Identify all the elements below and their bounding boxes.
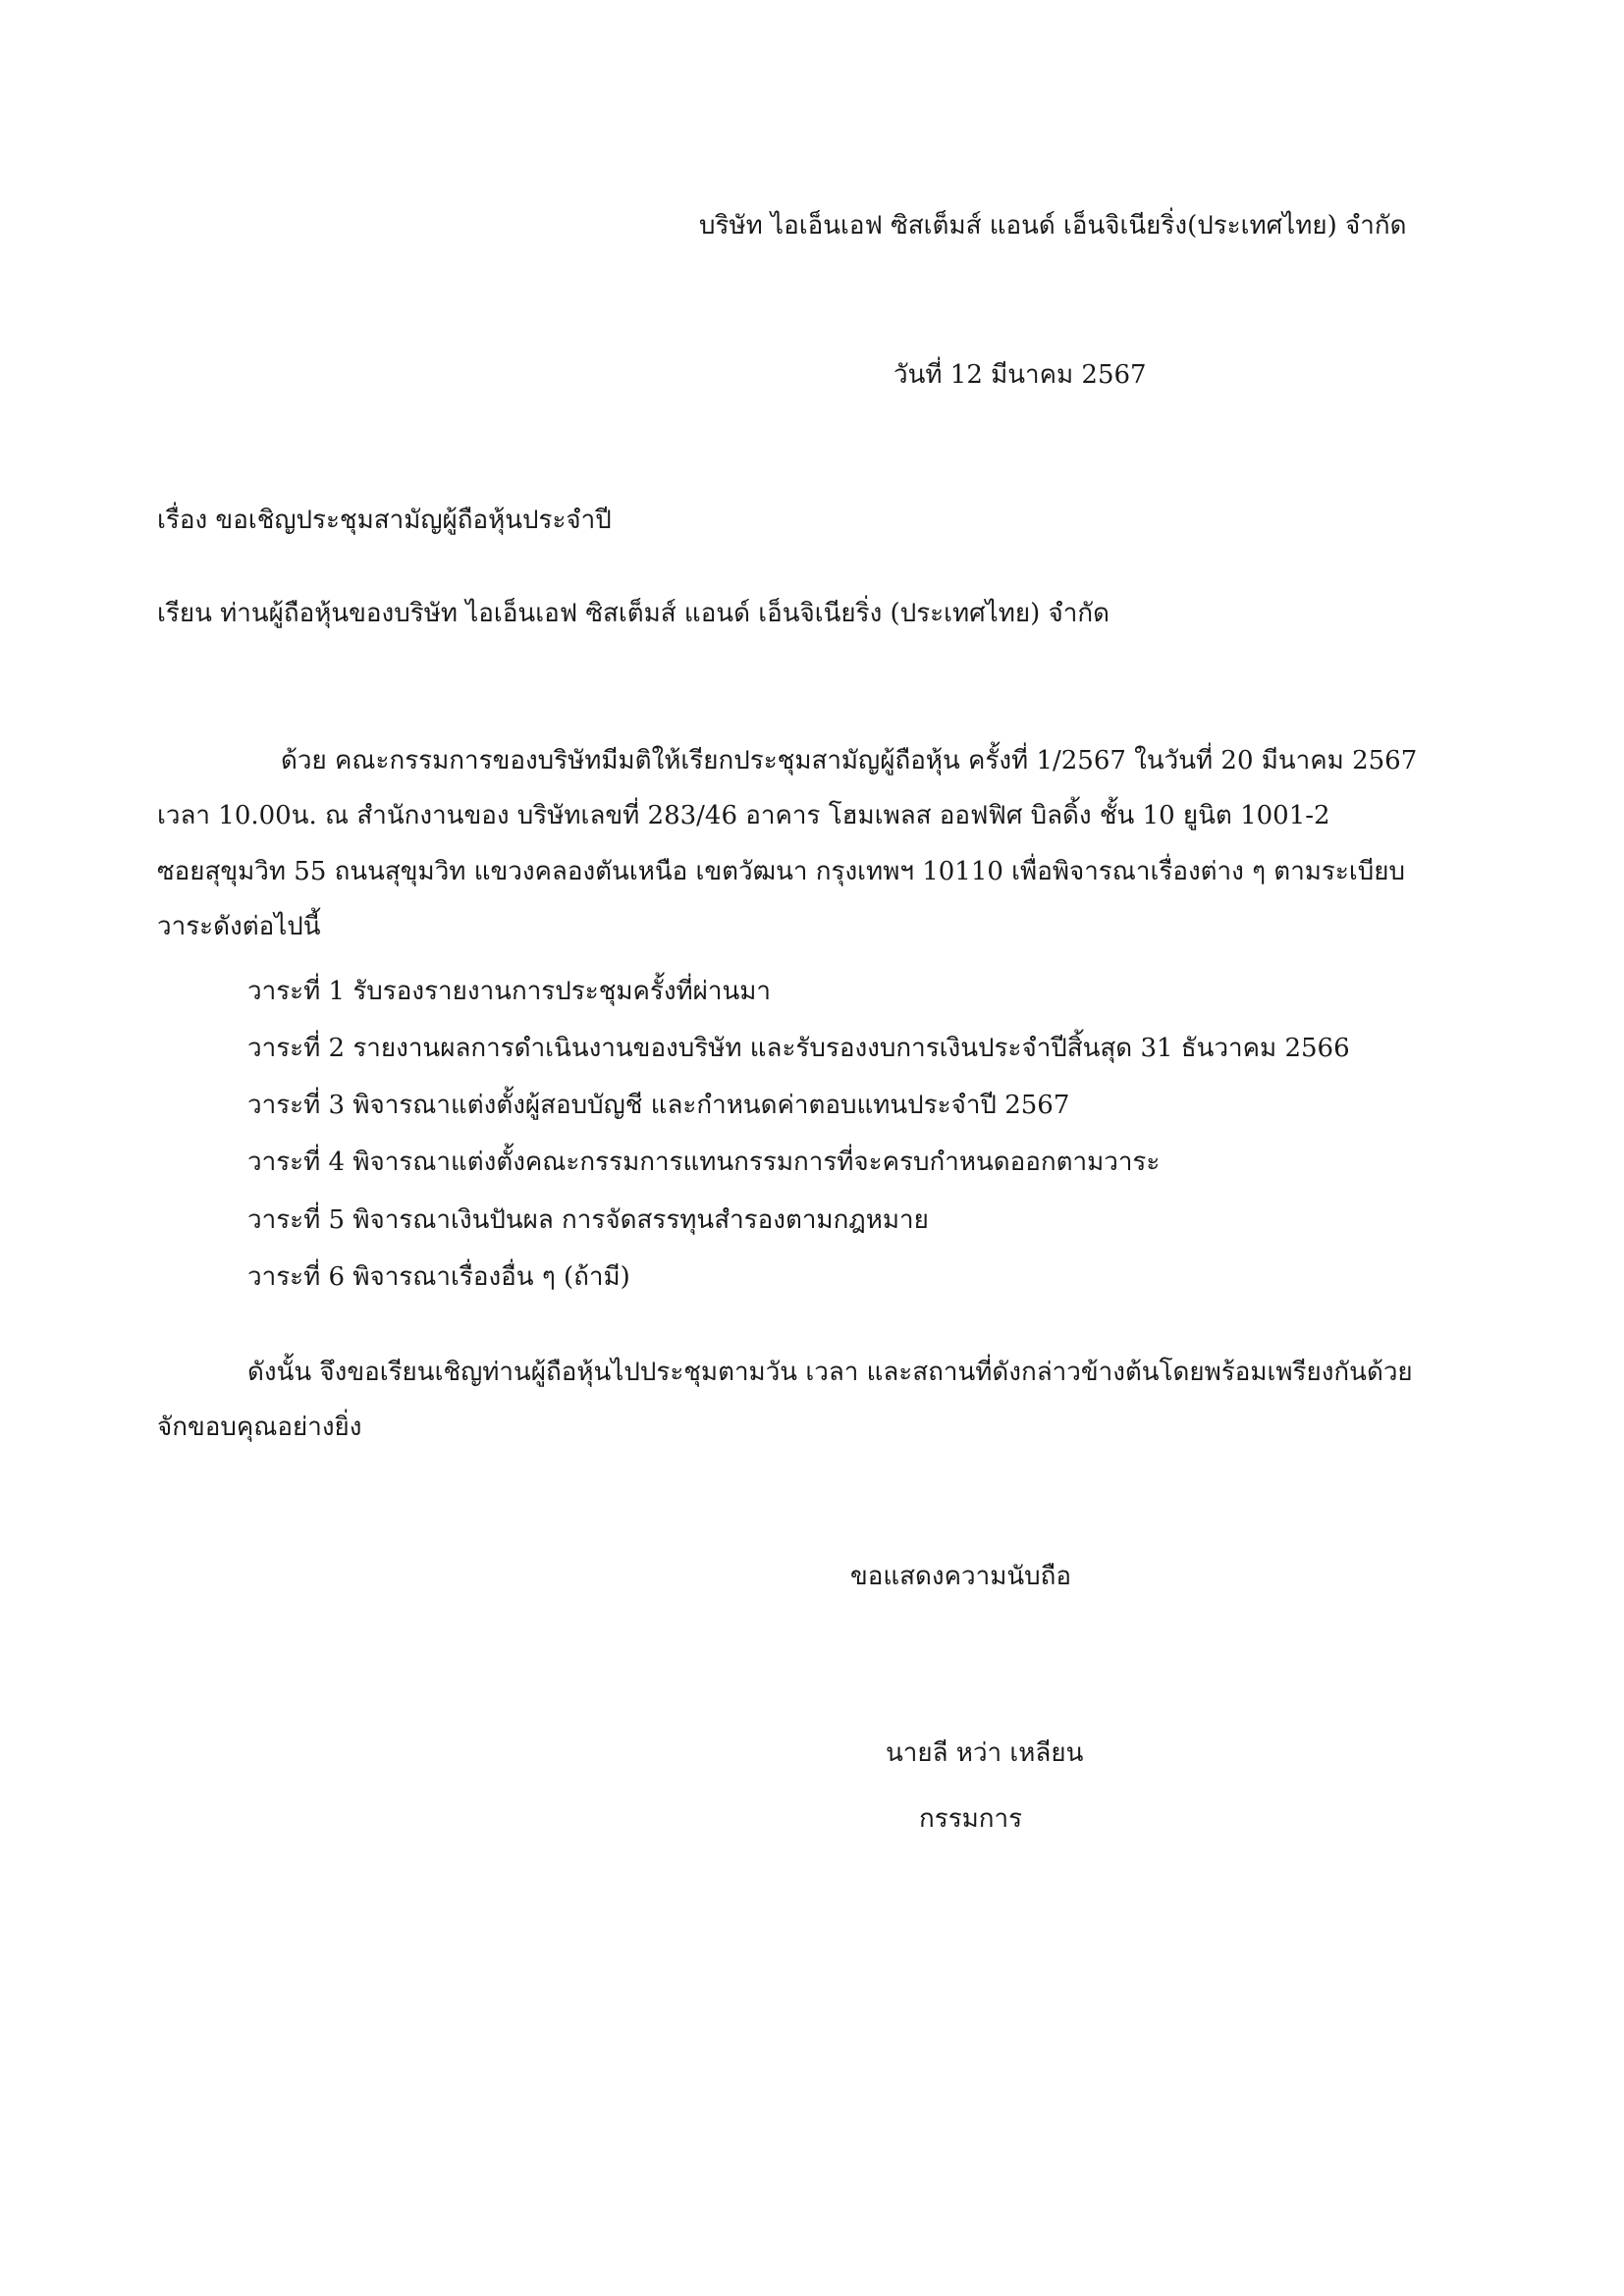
regards-text: ขอแสดงความนับถือ xyxy=(850,1562,1071,1591)
company-header: บริษัท ไอเอ็นเอฟ ซิสเต็มส์ แอนด์ เอ็นจิเนียริ่ง(ประเทศไทย) จำกัด xyxy=(699,211,1407,240)
letter-date: วันที่ 12 มีนาคม 2567 xyxy=(893,360,1147,390)
letter-addressee: เรียน ท่านผู้ถือหุ้นของบริษัท ไอเอ็นเอฟ ซิสเต็มส์ แอนด์ เอ็นจิเนียริ่ง (ประเทศไทย) จำกัด xyxy=(157,599,1110,628)
body-line: วาระดังต่อไปนี้ xyxy=(157,912,321,941)
agenda-item: วาระที่ 3 พิจารณาแต่งตั้งผู้สอบบัญชี และกำหนดค่าตอบแทนประจำปี 2567 xyxy=(247,1091,1070,1120)
letter-subject: เรื่อง ขอเชิญประชุมสามัญผู้ถือหุ้นประจำปี xyxy=(157,506,612,535)
agenda-item: วาระที่ 1 รับรองรายงานการประชุมครั้งที่ผ่านมา xyxy=(247,977,772,1006)
body-line: ด้วย คณะกรรมการของบริษัทมีมติให้เรียกประชุมสามัญผู้ถือหุ้น ครั้งที่ 1/2567 ในวันที่ 20 มีนาคม 2567 xyxy=(281,746,1418,775)
closing-line: ดังนั้น จึงขอเรียนเชิญท่านผู้ถือหุ้นไปประชุมตามวัน เวลา และสถานที่ดังกล่าวข้างต้นโดยพร้อมเพรียงกันด้วย xyxy=(247,1358,1413,1387)
closing-line: จักขอบคุณอย่างยิ่ง xyxy=(157,1413,362,1442)
agenda-item: วาระที่ 2 รายงานผลการดำเนินงานของบริษัท และรับรองงบการเงินประจำปีสิ้นสุด 31 ธันวาคม 2566 xyxy=(247,1034,1350,1063)
body-line: ซอยสุขุมวิท 55 ถนนสุขุมวิท แขวงคลองตันเหนือ เขตวัฒนา กรุงเทพฯ 10110 เพื่อพิจารณาเรื่องต่าง ๆ ตามระเบียบ xyxy=(157,857,1405,886)
signer-name: นายลี หว่า เหลียน xyxy=(886,1738,1084,1768)
signer-title: กรรมการ xyxy=(919,1804,1023,1834)
agenda-item: วาระที่ 4 พิจารณาแต่งตั้งคณะกรรมการแทนกรรมการที่จะครบกำหนดออกตามวาระ xyxy=(247,1148,1161,1177)
body-line: เวลา 10.00น. ณ สำนักงานของ บริษัทเลขที่ 283/46 อาคาร โฮมเพลส ออฟฟิศ บิลดิ้ง ชั้น 10 ยูนิต 1001-2 xyxy=(157,801,1330,830)
agenda-item: วาระที่ 5 พิจารณาเงินปันผล การจัดสรรทุนสำรองตามกฎหมาย xyxy=(247,1205,929,1235)
agenda-item: วาระที่ 6 พิจารณาเรื่องอื่น ๆ (ถ้ามี) xyxy=(247,1262,630,1292)
